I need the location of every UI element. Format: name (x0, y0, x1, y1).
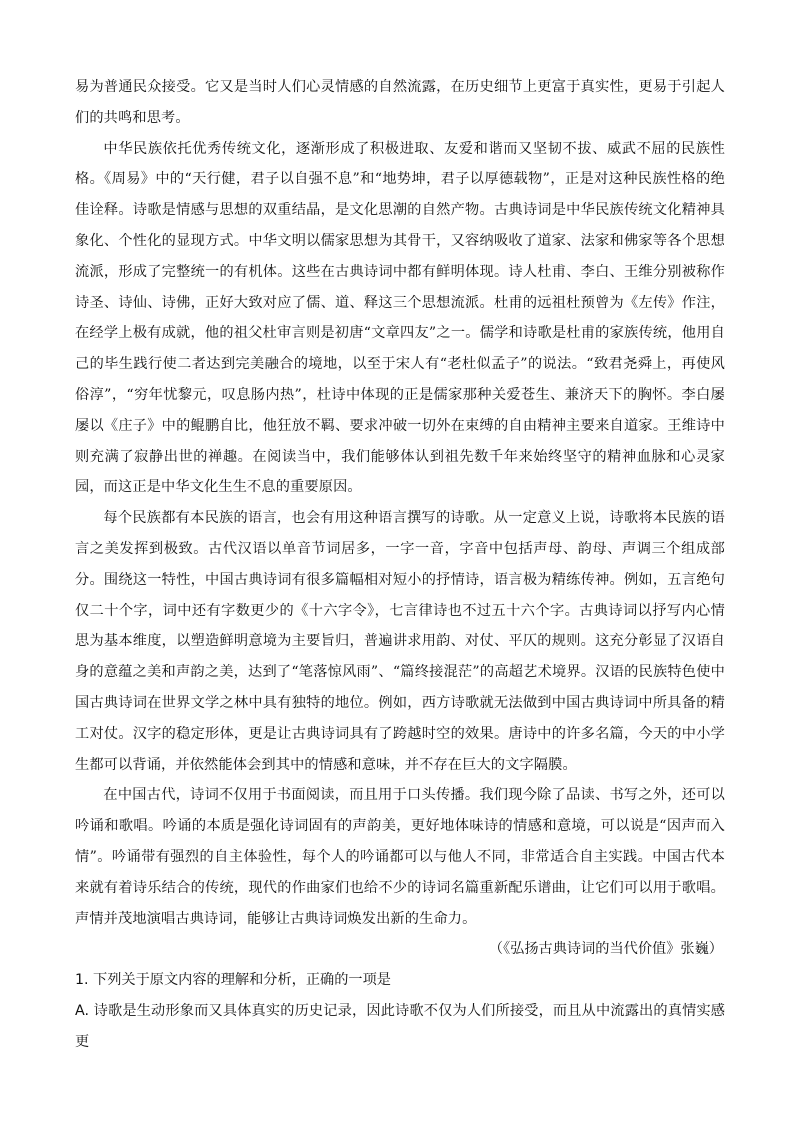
question-1-option-a: A. 诗歌是生动形象而又具体真实的历史记录，因此诗歌不仅为人们所接受，而且从中流露出的真情实感更 (75, 1002, 725, 1050)
paragraph-national-character: 中华民族依托优秀传统文化，逐渐形成了积极进取、友爱和谐而又坚韧不拔、威武不屈的民族性格。《周易》中的“天行健，君子以自强不息”和“地势坤，君子以厚德载物”，正是对这种民族性格的绝佳诠释。诗歌是情感与思想的双重结晶，是文化思潮的自然产物。古典诗词是中华民族传统文化精神具象化、个性化的显现方式。中华文明以儒家思想为其骨干，又容纳吸收了道家、法家和佛家等各个思想流派，形成了完整统一的有机体。这些在古典诗词中都有鲜明体现。诗人杜甫、李白、王维分别被称作诗圣、诗仙、诗佛，正好大致对应了儒、道、释这三个思想流派。杜甫的远祖杜预曾为《左传》作注，在经学上极有成就，他的祖父杜审言则是初唐“文章四友”之一。儒学和诗歌是杜甫的家族传统，他用自己的毕生践行使二者达到完美融合的境地，以至于宋人有“老杜似孟子”的说法。“致君尧舜上，再使风俗淳”，“穷年忧黎元，叹息肠内热”，杜诗中体现的正是儒家那种关爱苍生、兼济天下的胸怀。李白屡屡以《庄子》中的鲲鹏自比，他狂放不羁、要求冲破一切外在束缚的自由精神主要来自道家。王维诗中则充满了寂静出世的禅趣。在阅读当中，我们能够体认到祖先数千年来始终坚守的精神血脉和心灵家园，而这正是中华文化生生不息的重要原因。 (75, 140, 725, 496)
paragraph-recitation: 在中国古代，诗词不仅用于书面阅读，而且用于口头传播。我们现今除了品读、书写之外，还可以吟诵和歌唱。吟诵的本质是强化诗词固有的声韵美，更好地体味诗的情感和意境，可以说是“因声而入情”。吟诵带有强烈的自主体验性，每个人的吟诵都可以与他人不同，非常适合自主实践。中国古代本来就有着诗乐结合的传统，现代的作曲家们也给不少的诗词名篇重新配乐谱曲，让它们可以用于歌唱。声情并茂地演唱古典诗词，能够让古典诗词焕发出新的生命力。 (75, 787, 725, 927)
paragraph-language-beauty: 每个民族都有本民族的语言，也会有用这种语言撰写的诗歌。从一定意义上说，诗歌将本民族的语言之美发挥到极致。古代汉语以单音节词居多，一字一音，字音中包括声母、韵母、声调三个组成部分。围绕这一特性，中国古典诗词有很多篇幅相对短小的抒情诗，语言极为精练传神。例如，五言绝句仅二十个字，词中还有字数更少的《十六字令》，七言律诗也不过五十六个字。古典诗词以抒写内心情思为基本维度，以塑造鲜明意境为主要旨归，普遍讲求用韵、对仗、平仄的规则。这充分彰显了汉语自身的意蕴之美和声韵之美，达到了“笔落惊风雨”、“篇终接混茫”的高超艺术境界。汉语的民族特色使中国古典诗词在世界文学之林中具有独特的地位。例如，西方诗歌就无法做到中国古典诗词中所具备的精工对仗。汉字的稳定形体，更是让古典诗词具有了跨越时空的效果。唐诗中的许多名篇，今天的中小学生都可以背诵，并依然能体会到其中的情感和意味，并不存在巨大的文字隔膜。 (75, 510, 725, 773)
paragraph-continuation: 易为普通民众接受。它又是当时人们心灵情感的自然流露，在历史细节上更富于真实性，更易于引起人们的共鸣和思考。 (75, 79, 725, 126)
question-1: 1. 下列关于原文内容的理解和分析，正确的一项是 (75, 972, 391, 989)
document-page (75, 72, 725, 1058)
source-citation: （《弘扬古典诗词的当代价值》张巍） (488, 941, 723, 958)
